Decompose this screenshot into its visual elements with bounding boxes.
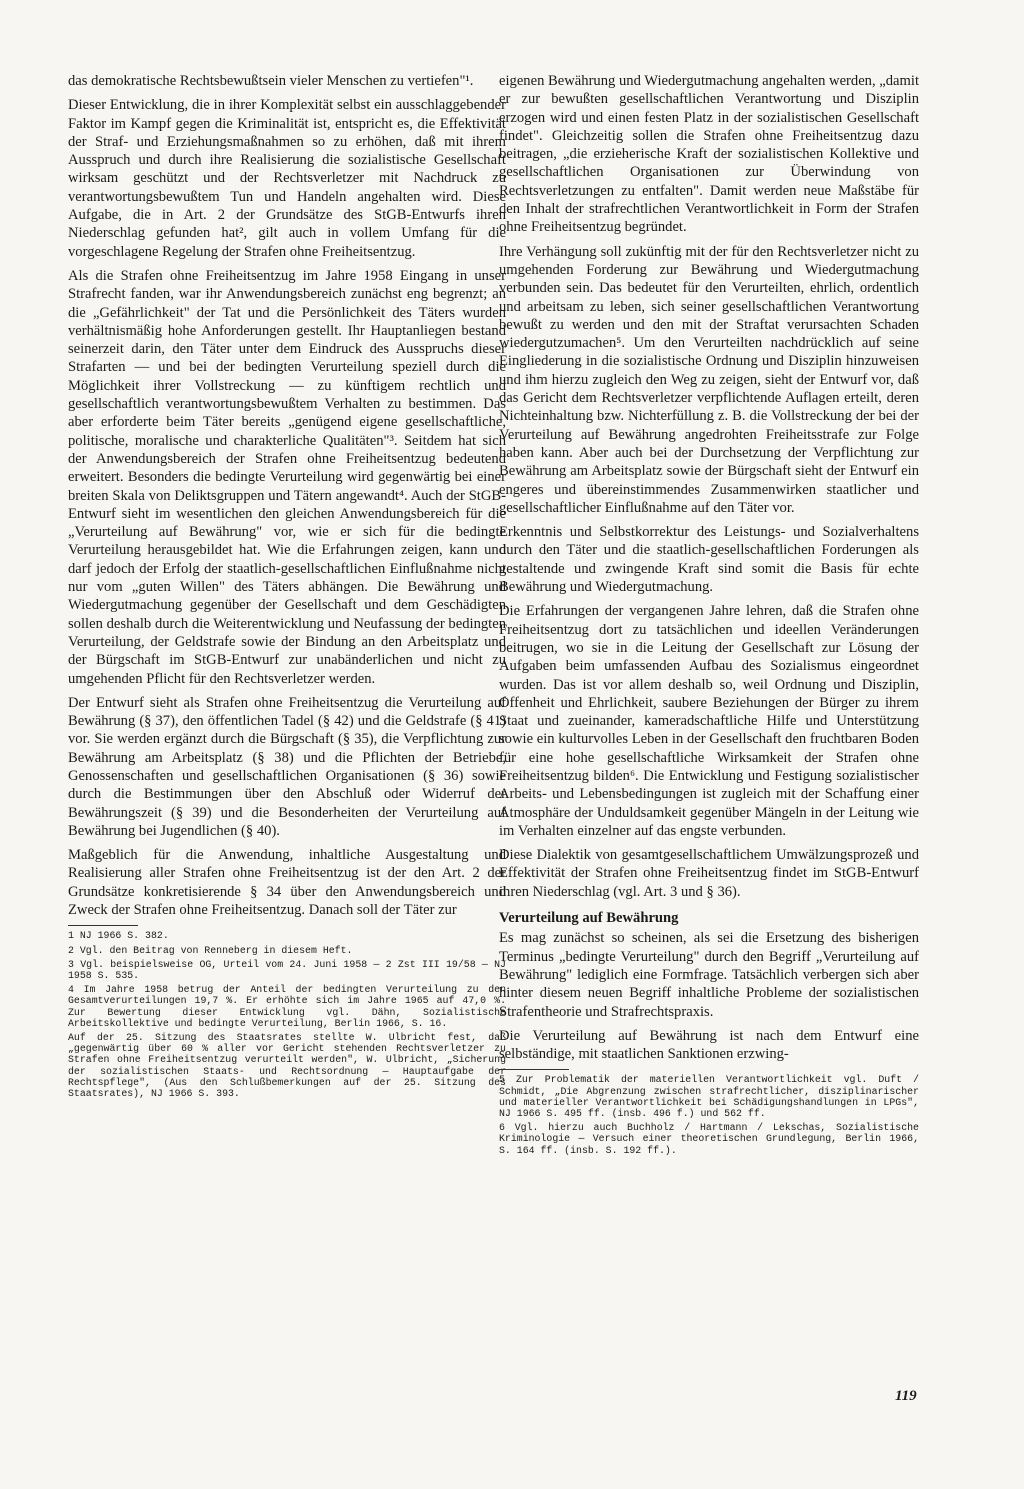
body-paragraph: Die Erfahrungen der vergangenen Jahre lehren, daß die Strafen ohne Freiheitsentzug dort zu tatsächlichen und ideellen Veränderungen beitrugen, wo sie in die Leitung der Gesellschaft zur Lösung der Aufgaben beim umfassenden Aufbau des Sozialismus eingeordnet wurden. Das ist vor allem deshalb so, weil Ordnung und Disziplin, Offenheit und Ehrlichkeit, saubere Beziehungen der Bürger zu ihrem Staat und zueinander, kameradschaftliche Hilfe und Unterstützung sowie ein kulturvolles Leben in der Gesellschaft den fruchtbaren Boden für eine hohe gesellschaftliche Wirksamkeit der Strafen ohne Freiheitsentzug bilden⁶. Die Entwicklung und Festigung sozialistischer Arbeits- und Lebensbedingungen ist zugleich mit der Schaffung einer Atmosphäre der Unduldsamkeit gegenüber Mängeln in der Leitung wie im Verhalten einzelner auf das engste verbunden. (499, 603, 919, 839)
footnote: 5 Zur Problematik der materiellen Verantwortlichkeit vgl. Duft / Schmidt, „Die Abgrenzung zwischen strafrechtlicher, disziplinarischer und materieller Verantwortlichkeit bei Schädigungshandlungen in LPGs", NJ 1966 S. 495 ff. (insb. 496 f.) und 562 ff. (499, 1074, 919, 1120)
footnotes-right (499, 1069, 919, 1155)
footnote-divider (499, 1069, 569, 1070)
footnote: 1 NJ 1966 S. 382. (68, 930, 169, 942)
body-paragraph: Diese Dialektik von gesamtgesellschaftlichem Umwälzungsprozeß und Effektivität der Strafen ohne Freiheitsentzug findet im StGB-Entwurf ihren Niederschlag (vgl. Art. 3 und § 36). (499, 847, 919, 900)
footnote: 2 Vgl. den Beitrag von Renneberg in diesem Heft. (68, 944, 353, 956)
footnote-divider (68, 925, 138, 926)
footnote: 3 Vgl. beispielsweise OG, Urteil vom 24. Juni 1958 — 2 Zst III 19/58 — NJ 1958 S. 535. (68, 958, 506, 981)
body-paragraph: Es mag zunächst so scheinen, als sei die Ersetzung des bisherigen Terminus „bedingte Verurteilung" durch den Begriff „Verurteilung auf Bewährung" lediglich eine Formfrage. Tatsächlich verbergen sich aber hinter diesem neuen Begriff inhaltliche Probleme der sozialistischen Strafentheorie und Strafrechtspraxis. (499, 930, 919, 1020)
footnote: 6 Vgl. hierzu auch Buchholz / Hartmann / Lekschas, Sozialistische Kriminologie — Versuch einer theoretischen Grundlegung, Berlin 1966, S. 164 ff. (insb. S. 192 ff.). (499, 1122, 919, 1156)
footnote: 4 Im Jahre 1958 betrug der Anteil der bedingten Verurteilung zu den Gesamtverurteilungen 19,7 %. Er erhöhte sich im Jahre 1965 auf 47,0 %. Zur Bewertung dieser Entwicklung vgl. Dähn, Sozialistische Arbeitskollektive und bedingte Verurteilung, Berlin 1966, S. 16. (68, 984, 506, 1029)
body-paragraph: Maßgeblich für die Anwendung, inhaltliche Ausgestaltung und Realisierung aller Strafen ohne Freiheitsentzug ist der den Art. 2 der Grundsätze konkretisierende § 34 über den Anwendungsbereich und Zweck der Strafen ohne Freiheitsentzug. Danach soll der Täter zur (68, 847, 506, 919)
body-paragraph: eigenen Bewährung und Wiedergutmachung angehalten werden, „damit er zur bewußten gesellschaftlichen Verantwortung und Disziplin erzogen wird und einen festen Platz in der sozialistischen Gesellschaft findet". Gleichzeitig sollen die Strafen ohne Freiheitsentzug dazu beitragen, „die erzieherische Kraft der sozialistischen Kollektive und gesellschaftlichen Organisationen zur Überwindung von Rechtsverletzungen zu entfalten". Damit werden neue Maßstäbe für den Inhalt der strafrechtlichen Verantwortlichkeit in Form der Strafen ohne Freiheitsentzug begründet. (499, 73, 919, 236)
right-column (499, 72, 919, 1159)
page-number: 119 (895, 1388, 917, 1404)
body-paragraph: das demokratische Rechtsbewußtsein vieler Menschen zu vertiefen"¹. (68, 73, 474, 89)
left-column (68, 72, 506, 1102)
footnote: Auf der 25. Sitzung des Staatsrates stellte W. Ulbricht fest, daß „gegenwärtig über 60 % aller vor Gericht stehenden Rechtsverletzer zu Strafen ohne Freiheitsentzug verurteilt werden", W. Ulbricht, „Sicherung der sozialistischen Staats- und Rechtsordnung — Hauptaufgabe der Rechtspflege", (Aus den Schlußbemerkungen auf der 25. Sitzung des Staatsrates), NJ 1966 S. 393. (68, 1031, 506, 1099)
body-paragraph: Die Verurteilung auf Bewährung ist nach dem Entwurf eine selbständige, mit staatlichen Sanktionen erzwing- (499, 1027, 919, 1063)
body-paragraph: Erkenntnis und Selbstkorrektur des Leistungs- und Sozialverhaltens durch den Täter und die staatlich-gesellschaftlichen Forderungen als gestaltende und zwingende Kraft sind somit die Basis für echte Bewährung und Wiedergutmachung. (499, 524, 919, 596)
section-heading: Verurteilung auf Bewährung (499, 910, 679, 927)
footnotes-left (68, 925, 506, 1099)
body-paragraph: Ihre Verhängung soll zukünftig mit der für den Rechtsverletzer nicht zu umgehenden Forderung zur Bewährung und Wiedergutmachung verbunden sein. Das bedeutet für den Verurteilten, ehrlich, ordentlich und arbeitsam zu leben, sich seiner gesellschaftlichen Verantwortung bewußt zu werden und den mit der Straftat verursachten Schaden wiedergutzumachen⁵. Um den Verurteilten nachdrücklich auf seine Eingliederung in die sozialistische Ordnung und Disziplin hinzuweisen und ihm hierzu zugleich den Weg zu zeigen, sieht der Entwurf vor, daß das Gericht dem Rechtsverletzer verpflichtende Auflagen erteilt, deren Nichteinhaltung bzw. Nichterfüllung z. B. die Vollstreckung der bei der Verurteilung auf Bewährung angedrohten Freiheitsstrafe zur Folge haben kann. Aber auch bei der Durchsetzung der Verpflichtung zur Bewährung am Arbeitsplatz sowie der Bürgschaft sieht der Entwurf ein engeres und übereinstimmendes Zusammenwirken staatlicher und gesellschaftlicher Einflußnahme auf den Täter vor. (499, 243, 919, 516)
body-paragraph: Dieser Entwicklung, die in ihrer Komplexität selbst ein ausschlaggebender Faktor im Kampf gegen die Kriminalität ist, entspricht es, die Effektivität der Straf- und Erziehungsmaßnahmen so zu erhöhen, daß mit ihrem Ausspruch und durch ihre Realisierung die sozialistische Gesellschaft wirksam geschützt und der Rechtsverletzer mit Nachdruck zu verantwortungsbewußtem Tun und Handeln angehalten wird. Diese Aufgabe, die in Art. 2 der Grundsätze des StGB-Entwurfs ihren Niederschlag gefunden hat², gilt auch in vollem Umfang für die vorgeschlagene Regelung der Strafen ohne Freiheitsentzug. (68, 97, 506, 260)
body-paragraph: Als die Strafen ohne Freiheitsentzug im Jahre 1958 Eingang in unser Strafrecht fanden, war ihr Anwendungsbereich zunächst eng begrenzt; an die „Gefährlichkeit" der Tat und die Persönlichkeit des Täters wurden verhältnismäßig hohe Anforderungen gestellt. Ihr Hauptanliegen bestand seinerzeit darin, den Täter unter dem Eindruck des Ausspruchs dieser Strafarten — und bei der bedingten Verurteilung speziell durch die Möglichkeit ihrer Vollstreckung — zu künftigem rechtlich und gesellschaftlich verantwortungsbewußtem Verhalten zu bestimmen. Das aber erforderte beim Täter bereits „genügend eigene gesellschaftliche, politische, moralische und charakterliche Qualitäten"³. Seitdem hat sich der Anwendungsbereich der Strafen ohne Freiheitsentzug bedeutend erweitert. Besonders die bedingte Verurteilung wird gegenwärtig bei einer breiten Skala von Deliktsgruppen und Tätern angewandt⁴. Auch der StGB-Entwurf sieht im wesentlichen den gleichen Anwendungsbereich für die „Verurteilung auf Bewährung" vor, wie er sich für die bedingte Verurteilung herausgebildet hat. Wie die Erfahrungen zeigen, kann und darf jedoch der Erfolg der staatlich-gesellschaftlichen Einflußnahme nicht nur vom „guten Willen" des Täters abhängen. Die Bewährung und Wiedergutmachung gegenüber der Gesellschaft und dem Geschädigten sollen deshalb durch die Weiterentwicklung und Neufassung der bedingten Verurteilung, der Geldstrafe sowie der Bindung an den Arbeitsplatz und der Bürgschaft im StGB-Entwurf zur unabänderlichen und nicht zu umgehenden Pflicht für den Rechtsverletzer werden. (68, 267, 506, 687)
body-paragraph: Der Entwurf sieht als Strafen ohne Freiheitsentzug die Verurteilung auf Bewährung (§ 37), den öffentlichen Tadel (§ 42) und die Geldstrafe (§ 41) vor. Sie werden ergänzt durch die Bürgschaft (§ 35), die Verpflichtung zur Bewährung am Arbeitsplatz (§ 38) und die Pflichten der Betriebe, Genossenschaften und gesellschaftlichen Organisationen (§ 36) sowie durch die Bestimmungen über den Abschluß oder Widerruf der Bewährungszeit (§ 39) und die Besonderheiten der Verurteilung auf Bewährung bei Jugendlichen (§ 40). (68, 694, 506, 839)
